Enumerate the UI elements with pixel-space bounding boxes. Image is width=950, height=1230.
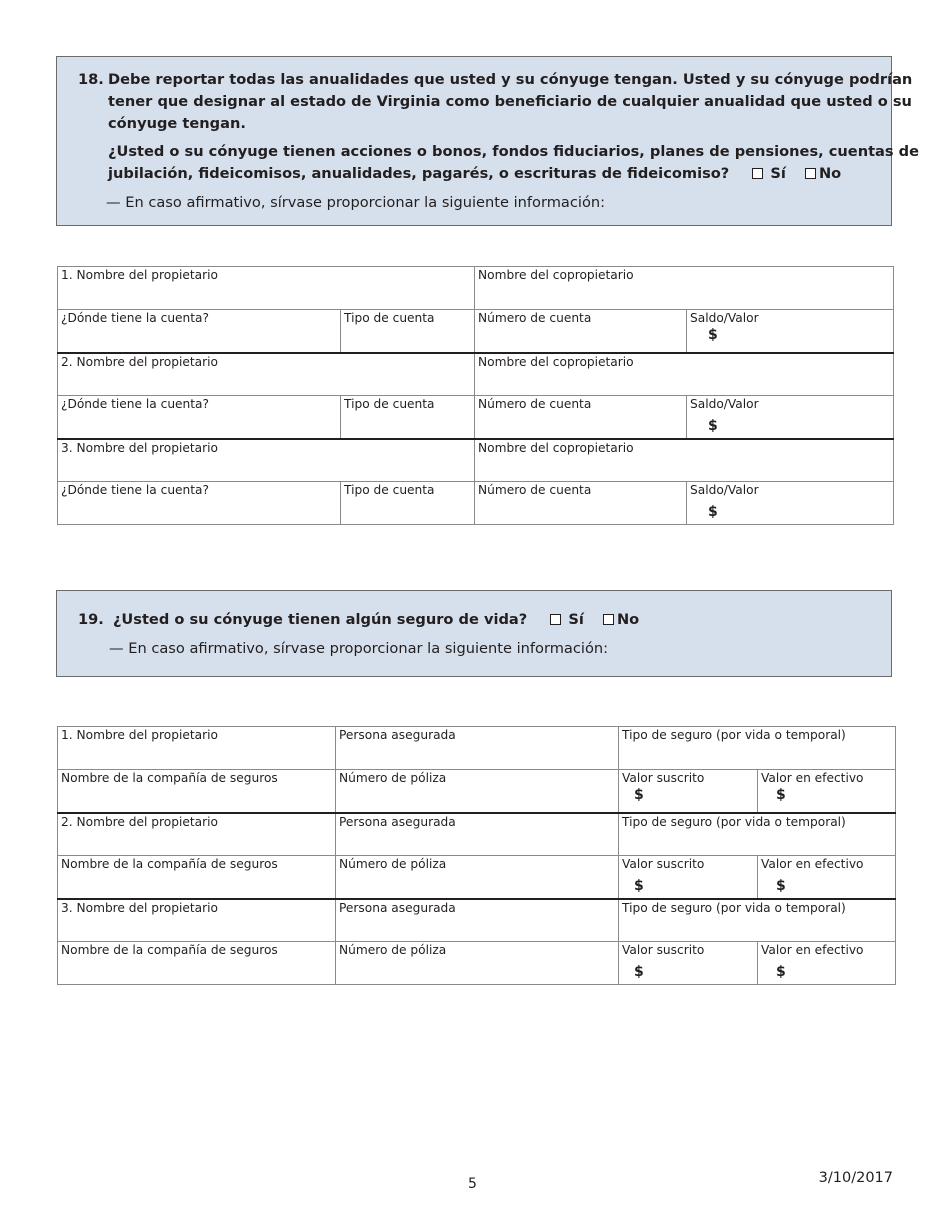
owner-name-field[interactable]: 1. Nombre del propietario (58, 267, 475, 310)
question-18-line-3: cónyuge tengan. (108, 115, 246, 132)
insurance-type-field[interactable]: Tipo de seguro (por vida o temporal) (619, 813, 896, 856)
account-number-field[interactable]: Número de cuenta (475, 396, 687, 439)
cash-value-field[interactable]: Valor en efectivo $ (758, 856, 896, 899)
account-type-field[interactable]: Tipo de cuenta (341, 310, 475, 353)
insured-person-field[interactable]: Persona asegurada (336, 727, 619, 770)
owner-name-field[interactable]: 1. Nombre del propietario (58, 727, 336, 770)
page-number: 5 (468, 1176, 477, 1192)
question-19-no-option[interactable] (603, 609, 639, 631)
question-18-line-5 (108, 163, 841, 185)
table-row (58, 856, 896, 899)
question-18-line-5-text: jubilación, fideicomisos, anualidades, pagarés, o escrituras de fideicomiso? (108, 165, 730, 182)
table-row (58, 482, 894, 525)
dollar-sign: $ (776, 878, 786, 894)
account-number-field[interactable]: Número de cuenta (475, 482, 687, 525)
coowner-name-field[interactable]: Nombre del copropietario (475, 439, 894, 482)
coowner-name-field[interactable]: Nombre del copropietario (475, 353, 894, 396)
question-19-no-label: No (616, 611, 640, 628)
question-19-yes-label: Sí (568, 611, 584, 628)
insurance-company-field[interactable]: Nombre de la compañía de seguros (58, 942, 336, 985)
dollar-sign: $ (634, 787, 644, 803)
checkbox-icon[interactable] (603, 614, 614, 625)
table-row (58, 770, 896, 813)
question-19-number: 19. (78, 611, 104, 628)
insurance-type-field[interactable]: Tipo de seguro (por vida o temporal) (619, 727, 896, 770)
owner-name-field[interactable]: 3. Nombre del propietario (58, 899, 336, 942)
owner-name-field[interactable]: 2. Nombre del propietario (58, 353, 475, 396)
question-18-note: — En caso afirmativo, sírvase proporcionar la siguiente información: (106, 194, 606, 211)
account-type-field[interactable]: Tipo de cuenta (341, 396, 475, 439)
question-19-yes-option[interactable] (550, 609, 584, 631)
table-row (58, 396, 894, 439)
dollar-sign: $ (634, 878, 644, 894)
checkbox-icon[interactable] (550, 614, 561, 625)
table-row (58, 813, 896, 856)
cash-value-field[interactable]: Valor en efectivo $ (758, 770, 896, 813)
table-row (58, 899, 896, 942)
owner-name-field[interactable]: 3. Nombre del propietario (58, 439, 475, 482)
question-18-line-4: ¿Usted o su cónyuge tienen acciones o bonos, fondos fiduciarios, planes de pensiones, cuentas de (108, 143, 920, 160)
checkbox-icon[interactable] (805, 168, 816, 179)
dollar-sign: $ (708, 327, 718, 343)
question-18-yes-option[interactable] (752, 163, 786, 185)
insurance-company-field[interactable]: Nombre de la compañía de seguros (58, 856, 336, 899)
dollar-sign: $ (776, 964, 786, 980)
dollar-sign: $ (708, 504, 718, 520)
table-row (58, 727, 896, 770)
checkbox-icon[interactable] (752, 168, 763, 179)
question-18-yes-label: Sí (770, 165, 786, 182)
question-19-line (78, 609, 639, 631)
revision-date: 3/10/2017 (818, 1170, 893, 1186)
face-value-field[interactable]: Valor suscrito $ (619, 942, 758, 985)
table-row (58, 310, 894, 353)
table-row (58, 942, 896, 985)
dollar-sign: $ (776, 787, 786, 803)
face-value-field[interactable]: Valor suscrito $ (619, 856, 758, 899)
cash-value-field[interactable]: Valor en efectivo $ (758, 942, 896, 985)
insurance-company-field[interactable]: Nombre de la compañía de seguros (58, 770, 336, 813)
account-location-field[interactable]: ¿Dónde tiene la cuenta? (58, 396, 341, 439)
table-row (58, 267, 894, 310)
question-18-line-1: Debe reportar todas las anualidades que usted y su cónyuge tengan. Usted y su cónyuge podrían (108, 71, 913, 88)
owner-name-field[interactable]: 2. Nombre del propietario (58, 813, 336, 856)
accounts-table (57, 266, 894, 525)
question-18-no-label: No (818, 165, 842, 182)
policy-number-field[interactable]: Número de póliza (336, 942, 619, 985)
question-19-note: — En caso afirmativo, sírvase proporcionar la siguiente información: (109, 640, 609, 657)
table-row (58, 439, 894, 482)
balance-value-field[interactable]: Saldo/Valor $ (687, 396, 894, 439)
coowner-name-field[interactable]: Nombre del copropietario (475, 267, 894, 310)
question-19-box (56, 590, 892, 677)
balance-value-field[interactable]: Saldo/Valor $ (687, 310, 894, 353)
policy-number-field[interactable]: Número de póliza (336, 770, 619, 813)
question-18-line-2: tener que designar al estado de Virginia como beneficiario de cualquier anualidad que usted o su (108, 93, 912, 110)
life-insurance-table (57, 726, 896, 985)
insured-person-field[interactable]: Persona asegurada (336, 813, 619, 856)
question-18-number: 18. (78, 71, 104, 88)
question-18-no-option[interactable] (805, 163, 841, 185)
face-value-field[interactable]: Valor suscrito $ (619, 770, 758, 813)
table-row (58, 353, 894, 396)
balance-value-field[interactable]: Saldo/Valor $ (687, 482, 894, 525)
account-number-field[interactable]: Número de cuenta (475, 310, 687, 353)
account-location-field[interactable]: ¿Dónde tiene la cuenta? (58, 482, 341, 525)
policy-number-field[interactable]: Número de póliza (336, 856, 619, 899)
question-19-text: ¿Usted o su cónyuge tienen algún seguro de vida? (112, 611, 528, 628)
account-type-field[interactable]: Tipo de cuenta (341, 482, 475, 525)
insured-person-field[interactable]: Persona asegurada (336, 899, 619, 942)
question-18-box (56, 56, 920, 226)
account-location-field[interactable]: ¿Dónde tiene la cuenta? (58, 310, 341, 353)
insurance-type-field[interactable]: Tipo de seguro (por vida o temporal) (619, 899, 896, 942)
dollar-sign: $ (634, 964, 644, 980)
dollar-sign: $ (708, 418, 718, 434)
